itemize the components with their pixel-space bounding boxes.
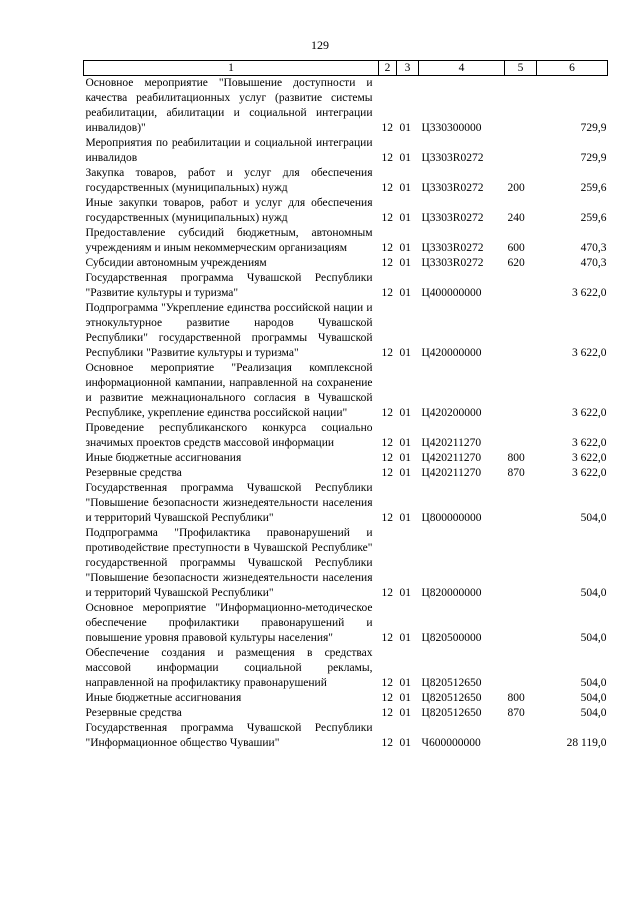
row-subsection-code: 01 [399,182,411,194]
row-section-code: 12 [381,467,393,479]
row-expense-type: 200 [507,182,525,194]
row-target-article: Ц820000000 [421,587,482,599]
budget-table [83,60,608,751]
row-section-code: 12 [381,692,393,704]
row-name: Подпрограмма "Профилактика правонарушений и противодействие преступности в Чувашской Республике" государственной программы Чувашской Республики "Повышение безопасности жизнедеятельности населения и территорий Чувашской Республики" [85,527,373,599]
table-row [84,721,608,751]
row-amount: 3 622,0 [572,437,607,449]
table-row [84,421,608,451]
row-expense-type [505,301,537,361]
row-name: Иные закупки товаров, работ и услуг для обеспечения государственных (муниципальных) нужд [85,197,373,224]
table-row [84,166,608,196]
header-col-3: 3 [397,61,419,76]
row-amount: 504,0 [580,707,607,719]
row-section-code: 12 [381,122,393,134]
row-target-article: Ц820512650 [421,707,482,719]
row-target-article: Ц420211270 [421,437,482,449]
table-row [84,601,608,646]
row-amount: 504,0 [580,692,607,704]
row-name: Основное мероприятие "Информационно-методическое обеспечение профилактики правонарушений и повышение уровня правовой культуры населения" [85,602,373,644]
row-amount: 259,6 [580,182,607,194]
row-target-article: Ц820512650 [421,692,482,704]
table-row [84,481,608,526]
row-expense-type: 800 [507,692,525,704]
row-name: Резервные средства [85,467,182,479]
row-target-article: Ц3303R0272 [421,257,484,269]
row-subsection-code: 01 [399,437,411,449]
row-name: Проведение республиканского конкурса социально значимых проектов средств массовой информации [85,422,373,449]
row-amount: 729,9 [580,122,607,134]
row-subsection-code: 01 [399,287,411,299]
row-section-code: 12 [381,632,393,644]
row-subsection-code: 01 [399,707,411,719]
table-row [84,301,608,361]
row-expense-type [505,76,537,137]
header-col-2: 2 [379,61,397,76]
row-name: Основное мероприятие "Повышение доступности и качества реабилитационных услуг (развитие системы реабилитации, абилитации и социальной интеграции инвалидов)" [85,77,373,134]
row-amount: 470,3 [580,257,607,269]
table-row [84,196,608,226]
row-amount: 3 622,0 [572,452,607,464]
row-amount: 504,0 [580,632,607,644]
row-expense-type [505,361,537,421]
row-subsection-code: 01 [399,242,411,254]
row-amount: 259,6 [580,212,607,224]
row-amount: 3 622,0 [572,407,607,419]
row-subsection-code: 01 [399,152,411,164]
row-target-article: Ц400000000 [421,287,482,299]
row-section-code: 12 [381,587,393,599]
row-subsection-code: 01 [399,677,411,689]
row-name: Предоставление субсидий бюджетным, автономным учреждениям и иным некоммерческим организациям [85,227,373,254]
row-subsection-code: 01 [399,737,411,749]
row-amount: 504,0 [580,587,607,599]
row-expense-type [505,421,537,451]
table-row [84,256,608,271]
row-target-article: Ц420211270 [421,467,482,479]
row-section-code: 12 [381,287,393,299]
table-row [84,451,608,466]
row-section-code: 12 [381,212,393,224]
page-number: 129 [311,38,329,52]
row-amount: 3 622,0 [572,347,607,359]
row-target-article: Ц330300000 [421,122,482,134]
row-expense-type: 600 [507,242,525,254]
row-name: Резервные средства [85,707,182,719]
table-row [84,526,608,601]
row-expense-type: 870 [507,467,525,479]
row-section-code: 12 [381,452,393,464]
row-name: Иные бюджетные ассигнования [85,692,242,704]
row-amount: 28 119,0 [566,737,607,749]
row-name: Подпрограмма "Укрепление единства российской нации и этнокультурное развитие народов Чувашской Республики" государственной программы Чувашской Республики "Развитие культуры и туризма" [85,302,373,359]
row-amount: 504,0 [580,677,607,689]
header-col-4: 4 [419,61,505,76]
table-row [84,706,608,721]
row-target-article: Ц800000000 [421,512,482,524]
row-name: Мероприятия по реабилитации и социальной интеграции инвалидов [85,137,373,164]
table-row [84,226,608,256]
row-target-article: Ц3303R0272 [421,152,484,164]
row-amount: 470,3 [580,242,607,254]
row-section-code: 12 [381,707,393,719]
row-amount: 504,0 [580,512,607,524]
row-name: Закупка товаров, работ и услуг для обеспечения государственных (муниципальных) нужд [85,167,373,194]
row-section-code: 12 [381,182,393,194]
row-target-article: Ц3303R0272 [421,212,484,224]
table-row [84,271,608,301]
table-body [84,76,608,752]
row-subsection-code: 01 [399,257,411,269]
row-name: Основное мероприятие "Реализация комплексной информационной кампании, направленной на сохранение и развитие межнационального согласия в Чувашской Республике, укрепление единства российской нации" [85,362,373,419]
row-name: Иные бюджетные ассигнования [85,452,242,464]
table-row [84,646,608,691]
row-target-article: Ц820500000 [421,632,482,644]
row-section-code: 12 [381,407,393,419]
row-subsection-code: 01 [399,122,411,134]
row-name: Обеспечение создания и размещения в средствах массовой информации социальной рекламы, направленной на профилактику правонарушений [85,647,373,689]
header-col-5: 5 [505,61,537,76]
row-expense-type: 800 [507,452,525,464]
row-section-code: 12 [381,737,393,749]
row-subsection-code: 01 [399,512,411,524]
row-expense-type [505,721,537,751]
row-section-code: 12 [381,242,393,254]
row-target-article: Ц820512650 [421,677,482,689]
row-amount: 729,9 [580,152,607,164]
row-target-article: Ц3303R0272 [421,242,484,254]
row-target-article: Ц420211270 [421,452,482,464]
row-amount: 3 622,0 [572,287,607,299]
table-row [84,361,608,421]
row-section-code: 12 [381,257,393,269]
row-name: Государственная программа Чувашской Республики "Развитие культуры и туризма" [85,272,373,299]
row-subsection-code: 01 [399,632,411,644]
row-section-code: 12 [381,677,393,689]
header-col-1: 1 [84,61,379,76]
row-name: Государственная программа Чувашской Республики "Информационное общество Чувашии" [85,722,373,749]
row-subsection-code: 01 [399,692,411,704]
row-expense-type [505,601,537,646]
row-subsection-code: 01 [399,452,411,464]
row-amount: 3 622,0 [572,467,607,479]
table-row [84,136,608,166]
row-target-article: Ц420200000 [421,407,482,419]
row-subsection-code: 01 [399,467,411,479]
row-target-article: Ц3303R0272 [421,182,484,194]
table-row [84,466,608,481]
row-expense-type: 870 [507,707,525,719]
row-subsection-code: 01 [399,347,411,359]
row-section-code: 12 [381,437,393,449]
row-target-article: Ч600000000 [421,737,481,749]
row-target-article: Ц420000000 [421,347,482,359]
row-expense-type [505,271,537,301]
row-expense-type [505,526,537,601]
table-row [84,76,608,137]
table-row [84,691,608,706]
row-name: Субсидии автономным учреждениям [85,257,267,269]
row-subsection-code: 01 [399,587,411,599]
header-col-6: 6 [537,61,608,76]
row-subsection-code: 01 [399,407,411,419]
row-section-code: 12 [381,152,393,164]
row-section-code: 12 [381,512,393,524]
row-subsection-code: 01 [399,212,411,224]
row-name: Государственная программа Чувашской Республики "Повышение безопасности жизнедеятельности населения и территорий Чувашской Республики" [85,482,373,524]
row-expense-type: 620 [507,257,525,269]
row-expense-type [505,481,537,526]
row-expense-type: 240 [507,212,525,224]
row-expense-type [505,646,537,691]
table-header-row [84,61,608,76]
row-section-code: 12 [381,347,393,359]
row-expense-type [505,136,537,166]
